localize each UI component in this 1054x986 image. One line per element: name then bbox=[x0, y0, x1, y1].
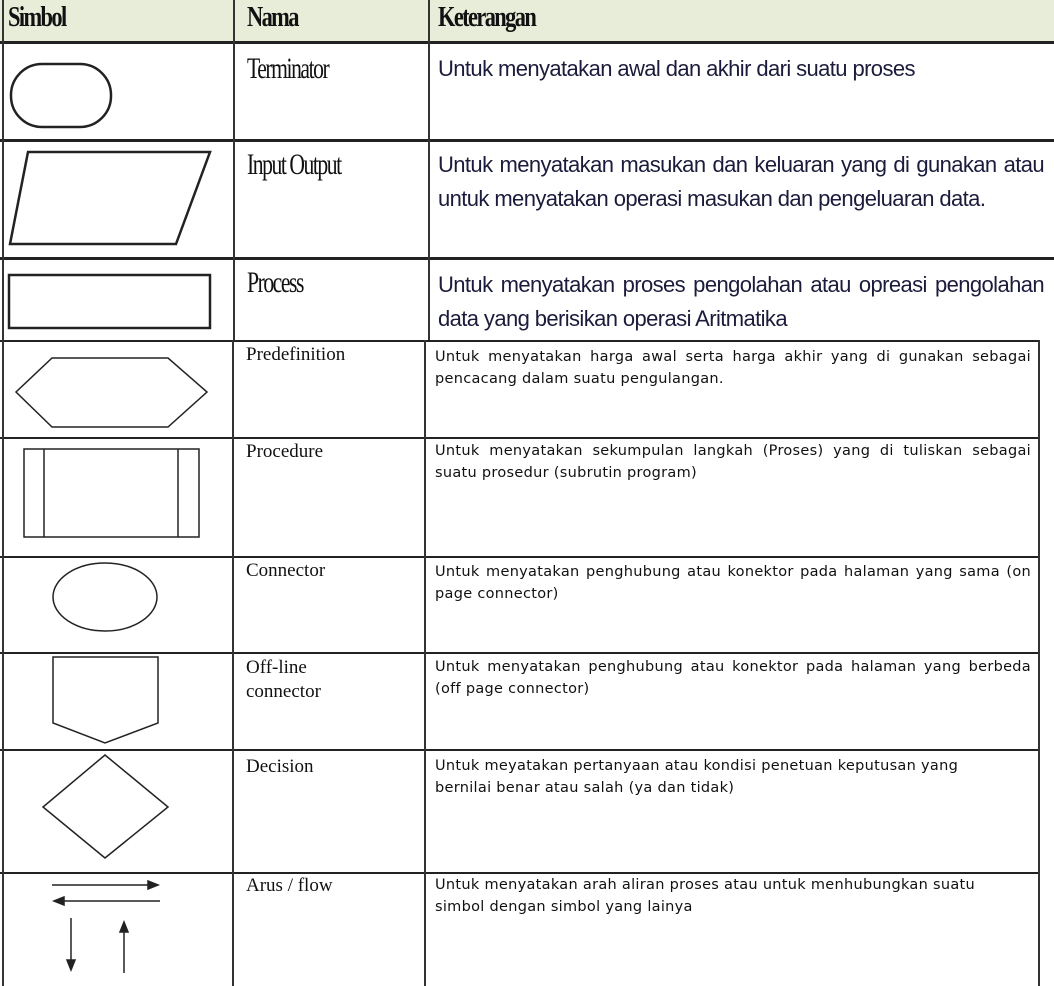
row-name: Connector bbox=[246, 560, 326, 581]
row-name: Predefinition bbox=[246, 344, 346, 365]
divider bbox=[428, 0, 430, 340]
circle-shape-icon bbox=[53, 563, 157, 631]
header-symbol: Simbol bbox=[8, 2, 66, 33]
row-name: Decision bbox=[246, 756, 314, 777]
divider bbox=[1038, 340, 1040, 986]
row-description: Untuk menyatakan penghubung atau konektor pada halaman yang berbeda (off page connector) bbox=[435, 659, 1031, 697]
row-name: Input Output bbox=[247, 148, 341, 181]
row-name: Arus / flow bbox=[246, 875, 333, 896]
hexagon-shape-icon bbox=[16, 358, 207, 427]
row-description: Untuk menyatakan arah aliran proses atau untuk menhubungkan suatu simbol dengan simbol yang lainya bbox=[435, 877, 976, 915]
row-name: Off-line connector bbox=[246, 657, 321, 702]
header-name: Nama bbox=[247, 2, 298, 33]
procedure-shape-icon bbox=[24, 449, 199, 537]
flow-arrows-icon bbox=[52, 881, 160, 973]
row-name: Terminator bbox=[247, 52, 329, 85]
row-description: Untuk menyatakan masukan dan keluaran yang di gunakan atau untuk menyatakan operasi masukan dan pengeluaran data. bbox=[438, 152, 1044, 211]
row-description: Untuk menyatakan proses pengolahan atau opreasi pengolahan data yang berisikan operasi Aritmatika bbox=[438, 272, 1044, 331]
row-description: Untuk meyatakan pertanyaan atau kondisi penetuan keputusan yang bernilai benar atau salah (ya dan tidak) bbox=[435, 758, 959, 796]
diamond-shape-icon bbox=[43, 755, 168, 858]
symbol-shapes bbox=[0, 0, 240, 986]
divider bbox=[424, 340, 426, 986]
off-page-connector-shape-icon bbox=[53, 657, 158, 743]
row-description: Untuk menyatakan harga awal serta harga akhir yang di gunakan sebagai pencacang dalam suatu pengulangan. bbox=[435, 349, 1031, 387]
row-description: Untuk menyatakan penghubung atau konektor pada halaman yang sama (on page connector) bbox=[435, 564, 1031, 602]
row-name: Procedure bbox=[246, 441, 324, 462]
row-description: Untuk menyatakan awal dan akhir dari suatu proses bbox=[438, 56, 915, 81]
row-description: Untuk menyatakan sekumpulan langkah (Proses) yang di tuliskan sebagai suatu prosedur (subrutin program) bbox=[435, 443, 1031, 481]
row-name: Process bbox=[247, 266, 303, 299]
header-description: Keterangan bbox=[438, 2, 536, 33]
